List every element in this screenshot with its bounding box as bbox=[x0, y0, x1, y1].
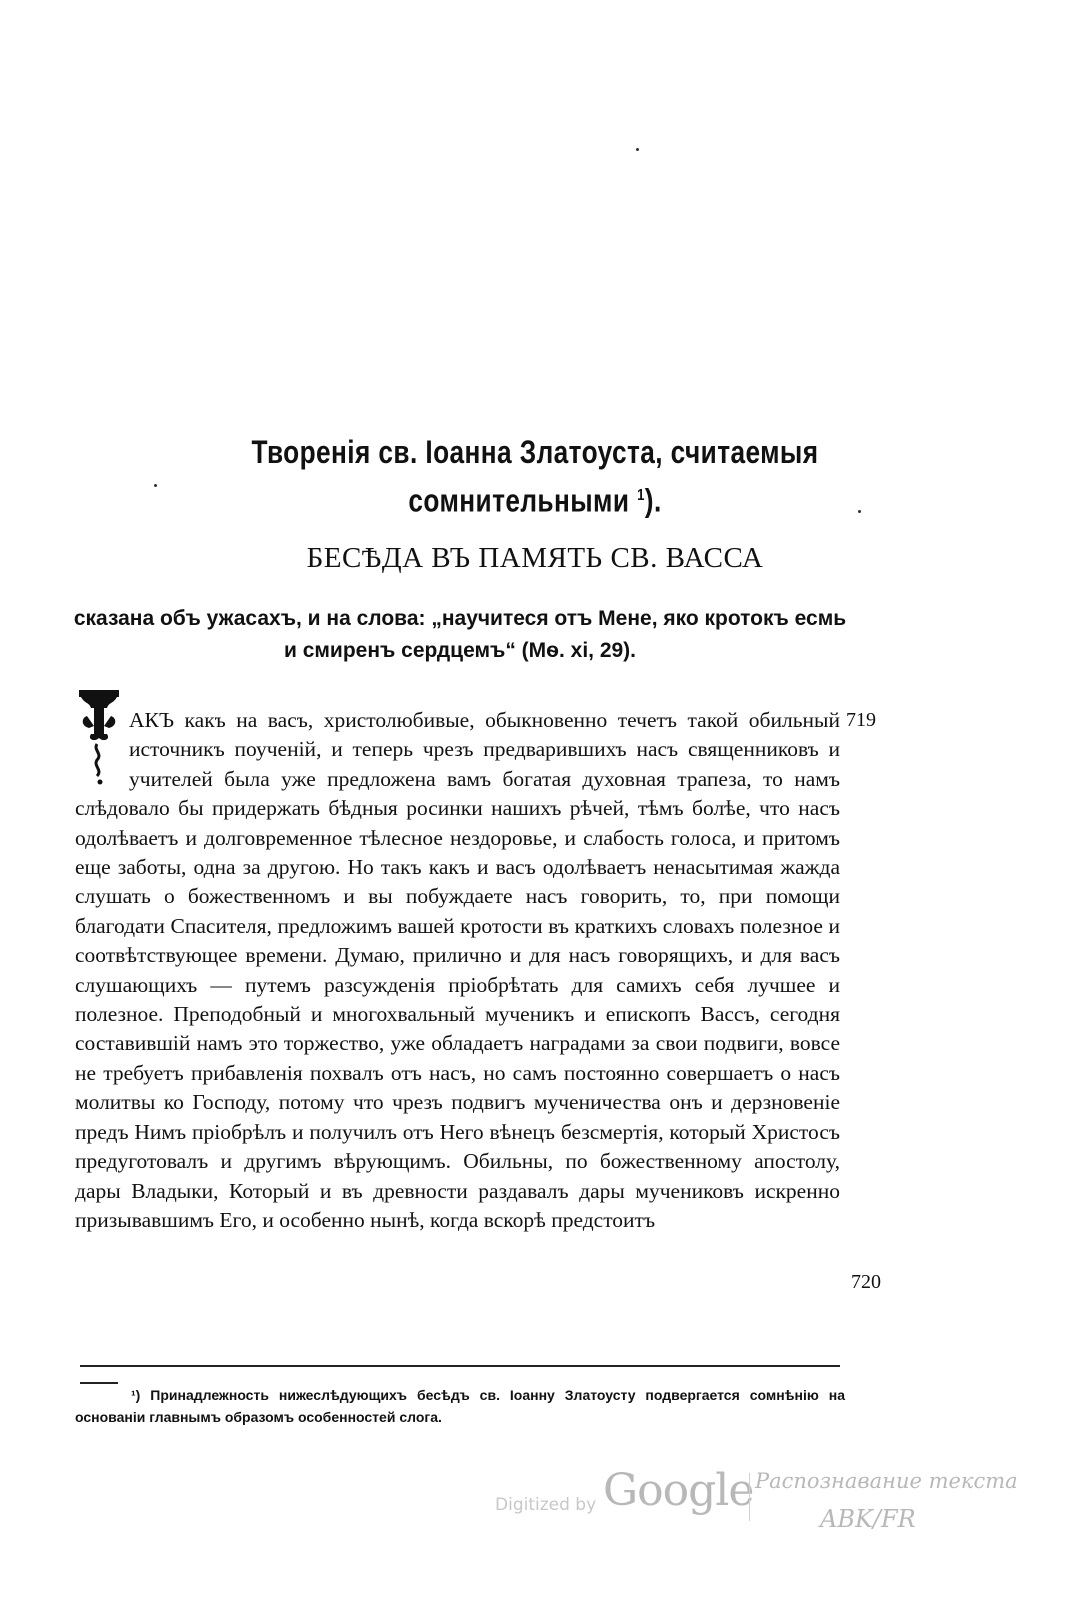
footnote: ¹) Принадлежность нижеслѣдующихъ бесѣдъ св. Іоанну Златоусту подвергается сомнѣнію на основаніи главнымъ образомъ особенностей слога. bbox=[75, 1387, 845, 1425]
page-title bbox=[146, 430, 925, 523]
scan-speck bbox=[154, 484, 157, 487]
body-paragraph: АКЪ какъ на васъ, христолюбивые, обыкновенно течетъ такой обильный источникъ поученій, и теперь чрезъ предварившихъ насъ священниковъ и учителей была уже предложена вамъ богатая духовная трапеза, то намъ слѣдовало бы придержать бѣдныя росинки нашихъ рѣчей, тѣмъ болѣе, что насъ одолѣваетъ и долговременное тѣлесное нездоровье, и слабость голоса, и притомъ еще заботы, одна за другою. Но такъ какъ и васъ одолѣваетъ ненасытимая жажда слушать о божественномъ и вы побуждаете насъ говорить, то, при помощи благодати Спасителя, предложимъ вашей кротости въ краткихъ словахъ полезное и соотвѣтствующее времени. Думаю, прилично и для насъ говорящихъ, и для васъ слушающихъ — путемъ разсужденія пріобрѣтать для самихъ себя лучшее и полезное. Преподобный и многохвальный мученикъ и епископъ Вассъ, сегодня составившій намъ это торжество, уже обладаетъ наградами за свои подвиги, вовсе не требуетъ прибавленія похвалъ отъ насъ, но самъ постоянно совершаетъ о насъ молитвы ко Господу, потому что чрезъ подвигъ мученичества онъ и дерзновеніе предъ Нимъ пріобрѣлъ и получилъ отъ Него вѣнецъ безсмертія, который Христосъ предуготовалъ и другимъ вѣрующимъ. Обильны, по божественному апостолу, дары Владыки, Который и въ древности раздавалъ дары мучениковъ искренно призывавшимъ Его, и особенно нынѣ, когда вскорѣ предстоитъ bbox=[75, 708, 840, 1232]
footnote-separator bbox=[80, 1365, 840, 1367]
title-line-1: Творенія св. Іоанна Златоуста, считаемыя bbox=[251, 434, 819, 470]
margin-page-number-720: 720 bbox=[851, 1271, 881, 1293]
watermark-google-logo: Google bbox=[603, 1465, 754, 1516]
watermark-recognition: Распознавание текста bbox=[755, 1469, 1018, 1493]
title-line-2-text: сомнительными bbox=[408, 482, 630, 519]
watermark-abk: ABK/FR bbox=[820, 1505, 916, 1533]
dropcap-t-icon bbox=[75, 688, 123, 788]
body-text bbox=[75, 706, 840, 1235]
title-line-2-end: ). bbox=[644, 482, 662, 519]
title-line-2 bbox=[146, 474, 925, 523]
watermark-divider bbox=[749, 1473, 750, 1521]
watermark-digitized-by: Digitized by bbox=[495, 1495, 597, 1515]
digitized-watermark bbox=[495, 1465, 1025, 1545]
scan-speck bbox=[858, 510, 861, 513]
scan-speck bbox=[636, 148, 639, 151]
sermon-occasion: сказана объ ужасахъ, и на слова: „научитеся отъ Мене, яко кротокъ есмь и смиренъ сердцемъ“ (Мѳ. xi, 29). bbox=[73, 607, 847, 662]
sermon-heading: БЕСѢДА ВЪ ПАМЯТЬ СВ. ВАССА bbox=[306, 542, 764, 574]
title-footnote-mark: 1 bbox=[637, 487, 645, 504]
margin-page-number-719: 719 bbox=[846, 709, 876, 731]
